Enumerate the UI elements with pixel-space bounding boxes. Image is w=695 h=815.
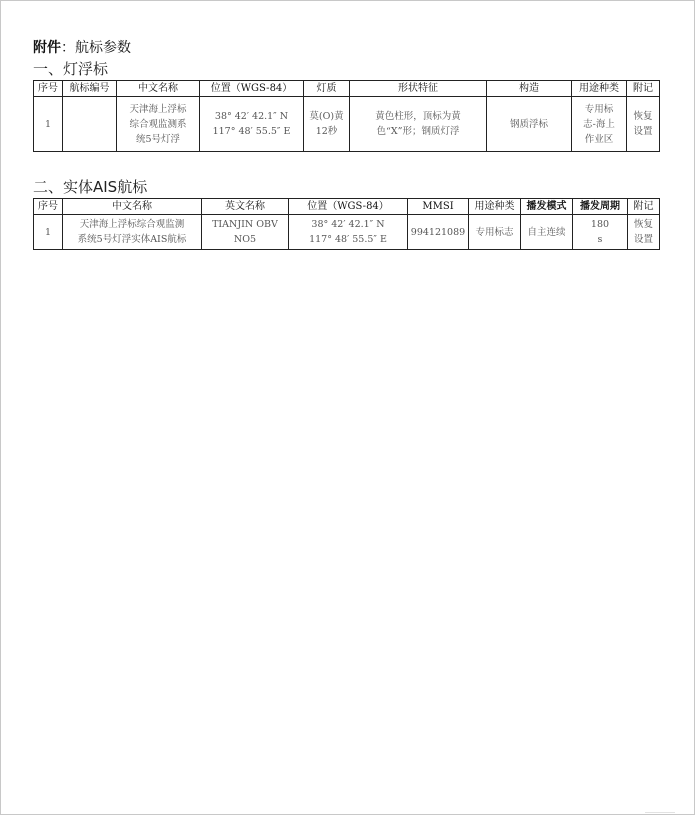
header-cell: 中文名称 <box>63 199 202 215</box>
cell-position: 38° 42′ 42.1″ N 117° 48′ 55.5″ E <box>289 215 408 250</box>
cell-mode: 自主连续 <box>521 215 573 250</box>
cell-no: 1 <box>34 97 63 152</box>
page-heading <box>33 37 131 57</box>
cell-shape: 黄色柱形，顶标为黄 色“X”形；钢质灯浮 <box>350 97 487 152</box>
table-header-row <box>34 81 660 97</box>
header-cell: 播发模式 <box>521 199 573 215</box>
header-cell: 附记 <box>627 81 660 97</box>
header-cell: 构造 <box>487 81 572 97</box>
cell-mmsi: 994121089 <box>408 215 469 250</box>
light-buoy-table <box>33 80 660 152</box>
header-cell: 中文名称 <box>117 81 200 97</box>
header-cell: 英文名称 <box>202 199 289 215</box>
header-cell: 序号 <box>34 81 63 97</box>
header-cell: 播发周期 <box>573 199 628 215</box>
header-cell: 航标编号 <box>63 81 117 97</box>
header-cell: 位置（WGS-84） <box>200 81 304 97</box>
cell-period: 180 s <box>573 215 628 250</box>
header-cell: 位置（WGS-84） <box>289 199 408 215</box>
heading-rest: ：航标参数 <box>61 40 131 56</box>
section-title-ais-aton: 二、实体AIS航标 <box>33 178 148 196</box>
page-edge-mark <box>645 812 675 813</box>
cell-note: 恢复 设置 <box>627 97 660 152</box>
ais-aton-table <box>33 198 660 250</box>
cell-code <box>63 97 117 152</box>
cell-usage: 专用标志 <box>469 215 521 250</box>
table-header-row <box>34 199 660 215</box>
table-row <box>34 215 660 250</box>
cell-structure: 钢质浮标 <box>487 97 572 152</box>
cell-position: 38° 42′ 42.1″ N 117° 48′ 55.5″ E <box>200 97 304 152</box>
header-cell: 附记 <box>628 199 660 215</box>
table-row <box>34 97 660 152</box>
header-cell: 用途种类 <box>469 199 521 215</box>
cell-cn-name: 天津海上浮标 综合观监测系 统5号灯浮 <box>117 97 200 152</box>
header-cell: 序号 <box>34 199 63 215</box>
cell-light: 莫(O)黄 12秒 <box>304 97 350 152</box>
header-cell: 用途种类 <box>572 81 627 97</box>
header-cell: MMSI <box>408 199 469 215</box>
header-cell: 形状特征 <box>350 81 487 97</box>
section-title-light-buoy: 一、灯浮标 <box>33 60 109 78</box>
cell-cn-name: 天津海上浮标综合观监测 系统5号灯浮实体AIS航标 <box>63 215 202 250</box>
cell-no: 1 <box>34 215 63 250</box>
cell-note: 恢复 设置 <box>628 215 660 250</box>
header-cell: 灯质 <box>304 81 350 97</box>
cell-en-name: TIANJIN OBV NO5 <box>202 215 289 250</box>
heading-bold: 附件 <box>33 40 61 56</box>
cell-usage: 专用标 志-海上 作业区 <box>572 97 627 152</box>
